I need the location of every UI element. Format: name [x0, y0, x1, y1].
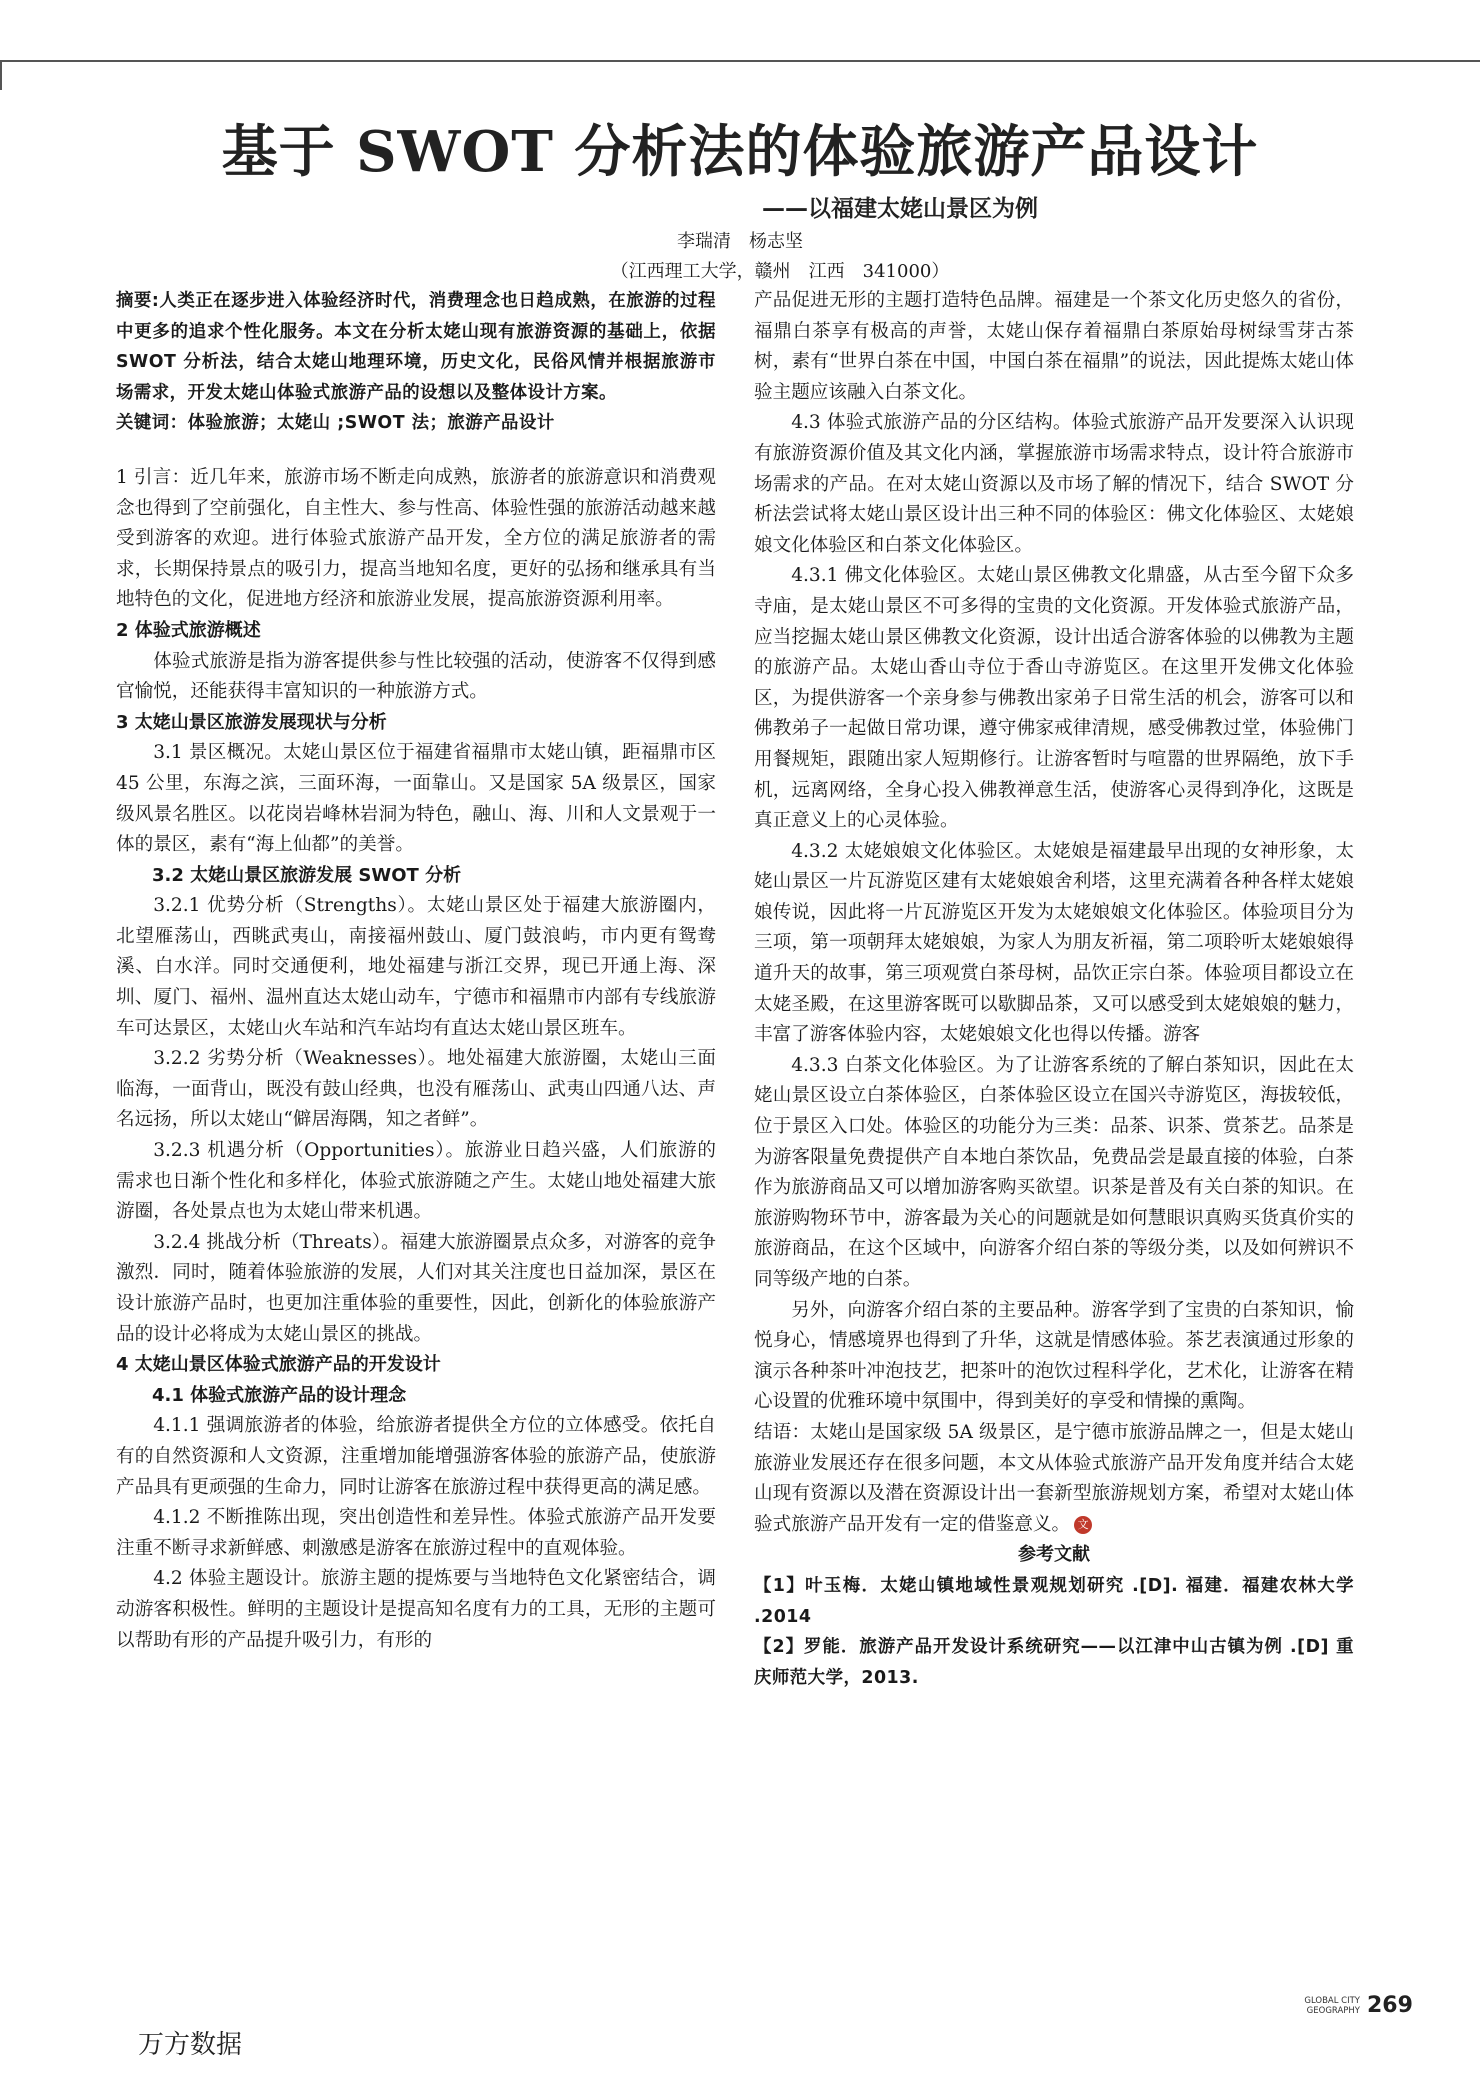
watermark: 万方数据: [138, 2030, 243, 2060]
section-4-2-paragraph: 4.2 体验主题设计。旅游主题的提炼要与当地特色文化紧密结合，调动游客积极性。鲜明的主题设计是提高知名度有力的工具，无形的主题可以帮助有形的产品提升吸引力，有形的: [116, 1568, 716, 1651]
continued-paragraph: 产品促进无形的主题打造特色品牌。福建是一个茶文化历史悠久的省份，福鼎白茶享有极高的声誉，太姥山保存着福鼎白茶原始母树绿雪芽古茶树，素有“世界白茶在中国，中国白茶在福鼎”的说法，因此提炼太姥山体验主题应该融入白茶文化。: [754, 290, 1354, 403]
section-4-heading: 4 太姥山景区体验式旅游产品的开发设计: [116, 1354, 441, 1376]
section-4-1-2-paragraph: 4.1.2 不断推陈出现，突出创造性和差异性。体验式旅游产品开发要注重不断寻求新鲜感、刺激感是游客在旅游过程中的直观体验。: [116, 1507, 716, 1559]
section-3-2-4-paragraph: 3.2.4 挑战分析（Threats）。福建大旅游圈景点众多，对游客的竞争激烈．同时，随着体验旅游的发展，人们对其关注度也日益加深，景区在设计旅游产品时，也更加注重体验的重要性，因此，创新化的体验旅游产品的设计必将成为太姥山景区的挑战。: [116, 1231, 716, 1345]
section-3-2-2-paragraph: 3.2.2 劣势分析（Weaknesses）。地处福建大旅游圈，太姥山三面临海，一面背山，既没有鼓山经典，也没有雁荡山、武夷山四通八达、声名远扬，所以太姥山“僻居海隅，知之者鲜”。: [116, 1048, 716, 1131]
section-3-2-1-paragraph: 3.2.1 优势分析（Strengths）。太姥山景区处于福建大旅游圈内，北望雁荡山，西眺武夷山，南接福州鼓山、厦门鼓浪屿，市内更有鸳鸯溪、白水洋。同时交通便利，地处福建与浙江交界，现已开通上海、深圳、厦门、福州、温州直达太姥山动车，宁德市和福鼎市内部有专线旅游车可达景区，太姥山火车站和汽车站均有直达太姥山景区班车。: [116, 895, 716, 1039]
section-3-2-3-paragraph: 3.2.3 机遇分析（Opportunities）。旅游业日趋兴盛，人们旅游的需求也日渐个性化和多样化，体验式旅游随之产生。太姥山地处福建大旅游圈，各处景点也为太姥山带来机遇。: [116, 1140, 716, 1223]
top-rule-tick: [0, 60, 2, 90]
end-mark-icon: 文: [1074, 1516, 1092, 1534]
journal-name: [1290, 1996, 1360, 2016]
authors: 李瑞清 杨志坚: [677, 231, 803, 252]
left-column: [116, 286, 716, 1656]
section-2-heading: 2 体验式旅游概述: [116, 619, 261, 641]
affiliation: （江西理工大学，赣州 江西 341000）: [610, 261, 950, 282]
article-subtitle: ——以福建太姥山景区为例: [762, 196, 1038, 222]
section-3-2-heading: 3.2 太姥山景区旅游发展 SWOT 分析: [152, 864, 462, 886]
right-column: [754, 286, 1354, 1693]
top-rule: [0, 60, 1480, 62]
article-title: 基于 SWOT 分析法的体验旅游产品设计: [221, 119, 1259, 185]
section-2-paragraph: 体验式旅游是指为游客提供参与性比较强的活动，使游客不仅得到感官愉悦，还能获得丰富知识的一种旅游方式。: [116, 650, 716, 703]
section-4-3-3-paragraph: 4.3.3 白茶文化体验区。为了让游客系统的了解白茶知识，因此在太姥山景区设立白茶体验区，白茶体验区设立在国兴寺游览区，海拔较低，位于景区入口处。体验区的功能分为三类：品茶、识茶、赏茶艺。品茶是为游客限量免费提供产自本地白茶饮品，免费品尝是最直接的体验，白茶作为旅游商品又可以增加游客购买欲望。识茶是普及有关白茶的知识。在旅游购物环节中，游客最为关心的问题就是如何慧眼识真购买货真价实的旅游商品，在这个区域中，向游客介绍白茶的等级分类，以及如何辨识不同等级产地的白茶。: [754, 1054, 1354, 1290]
section-4-3-2-paragraph: 4.3.2 太姥娘娘文化体验区。太姥娘是福建最早出现的女神形象，太姥山景区一片瓦游览区建有太姥娘娘舍利塔，这里充满着各种各样太姥娘娘传说，因此将一片瓦游览区开发为太姥娘娘文化体验区。体验项目分为三项，第一项朝拜太姥娘娘，为家人为朋友祈福，第二项聆听太姥娘娘得道升天的故事，第三项观赏白茶母树，品饮正宗白茶。体验项目都设立在太姥圣殿，在这里游客既可以歇脚品茶，又可以感受到太姥娘娘的魅力，丰富了游客体验内容，太姥娘娘文化也得以传播。游客: [754, 840, 1354, 1046]
references-heading: 参考文献: [1018, 1544, 1090, 1566]
reference-item: 【2】罗能．旅游产品开发设计系统研究——以江津中山古镇为例 .[D] 重庆师范大学，2013.: [754, 1637, 1354, 1688]
section-4-1-heading: 4.1 体验式旅游产品的设计理念: [152, 1384, 407, 1406]
section-4-3-3-continued: 另外，向游客介绍白茶的主要品种。游客学到了宝贵的白茶知识，愉悦身心，情感境界也得到了升华，这就是情感体验。茶艺表演通过形象的演示各种茶叶冲泡技艺，把茶叶的泡饮过程科学化，艺术化，让游客在精心设置的优雅环境中氛围中，得到美好的享受和情操的熏陶。: [754, 1299, 1354, 1413]
section-4-1-1-paragraph: 4.1.1 强调旅游者的体验，给旅游者提供全方位的立体感受。依托自有的自然资源和人文资源，注重增加能增强游客体验的旅游产品，使旅游产品具有更顽强的生命力，同时让游客在旅游过程中获得更高的满足感。: [116, 1415, 716, 1498]
section-3-heading: 3 太姥山景区旅游发展现状与分析: [116, 711, 387, 733]
section-4-3-paragraph: 4.3 体验式旅游产品的分区结构。体验式旅游产品开发要深入认识现有旅游资源价值及其文化内涵，掌握旅游市场需求特点，设计符合旅游市场需求的产品。在对太姥山资源以及市场了解的情况下，结合 SWOT 分析法尝试将太姥山景区设计出三种不同的体验区：佛文化体验区、太姥娘娘文化体验区和白茶文化体验区。: [754, 412, 1354, 556]
spacer: [116, 439, 716, 463]
section-4-3-1-paragraph: 4.3.1 佛文化体验区。太姥山景区佛教文化鼎盛，从古至今留下众多寺庙，是太姥山景区不可多得的宝贵的文化资源。开发体验式旅游产品，应当挖掘太姥山景区佛教文化资源，设计出适合游客体验的以佛教为主题的旅游产品。太姥山香山寺位于香山寺游览区。在这里开发佛文化体验区，为提供游客一个亲身参与佛教出家弟子日常生活的机会，游客可以和佛教弟子一起做日常功课，遵守佛家戒律清规，感受佛教过堂，体验佛门用餐规矩，跟随出家人短期修行。让游客暂时与喧嚣的世界隔绝，放下手机，远离网络，全身心投入佛教禅意生活，使游客心灵得到净化，这既是真正意义上的心灵体验。: [754, 565, 1354, 832]
conclusion-text: 结语：太姥山是国家级 5A 级景区，是宁德市旅游品牌之一，但是太姥山旅游业发展还存在很多问题，本文从体验式旅游产品开发角度并结合太姥山现有资源以及潜在资源设计出一套新型旅游规划方案，希望对太姥山体验式旅游产品开发有一定的借鉴意义。: [754, 1421, 1354, 1535]
journal-name-line1: GLOBAL CITY: [1304, 1996, 1360, 2006]
keywords: 关键词：体验旅游；太姥山 ;SWOT 法；旅游产品设计: [116, 413, 555, 434]
abstract: 摘要:人类正在逐步进入体验经济时代，消费理念也日趋成熟，在旅游的过程中更多的追求个性化服务。本文在分析太姥山现有旅游资源的基础上，依据 SWOT 分析法，结合太姥山地理环境，历史文化，民俗风情并根据旅游市场需求，开发太姥山体验式旅游产品的设想以及整体设计方案。: [116, 291, 716, 403]
page-number: 269: [1367, 1993, 1413, 2018]
reference-item: 【1】叶玉梅．太姥山镇地域性景观规划研究 .[D]. 福建．福建农林大学 .2014: [754, 1575, 1354, 1627]
conclusion-paragraph: [754, 1418, 1354, 1540]
journal-name-line2: GEOGRAPHY: [1306, 2006, 1360, 2016]
intro-paragraph: 1 引言：近几年来，旅游市场不断走向成熟，旅游者的旅游意识和消费观念也得到了空前强化，自主性大、参与性高、体验性强的旅游活动越来越受到游客的欢迎。进行体验式旅游产品开发，全方位的满足旅游者的需求，长期保持景点的吸引力，提高当地知名度，更好的弘扬和继承具有当地特色的文化，促进地方经济和旅游业发展，提高旅游资源利用率。: [116, 466, 716, 611]
section-3-1-paragraph: 3.1 景区概况。太姥山景区位于福建省福鼎市太姥山镇，距福鼎市区 45 公里，东海之滨，三面环海，一面靠山。又是国家 5A 级景区，国家级风景名胜区。以花岗岩峰林岩洞为特色，融山、海、川和人文景观于一体的景区，素有“海上仙都”的美誉。: [116, 742, 716, 856]
